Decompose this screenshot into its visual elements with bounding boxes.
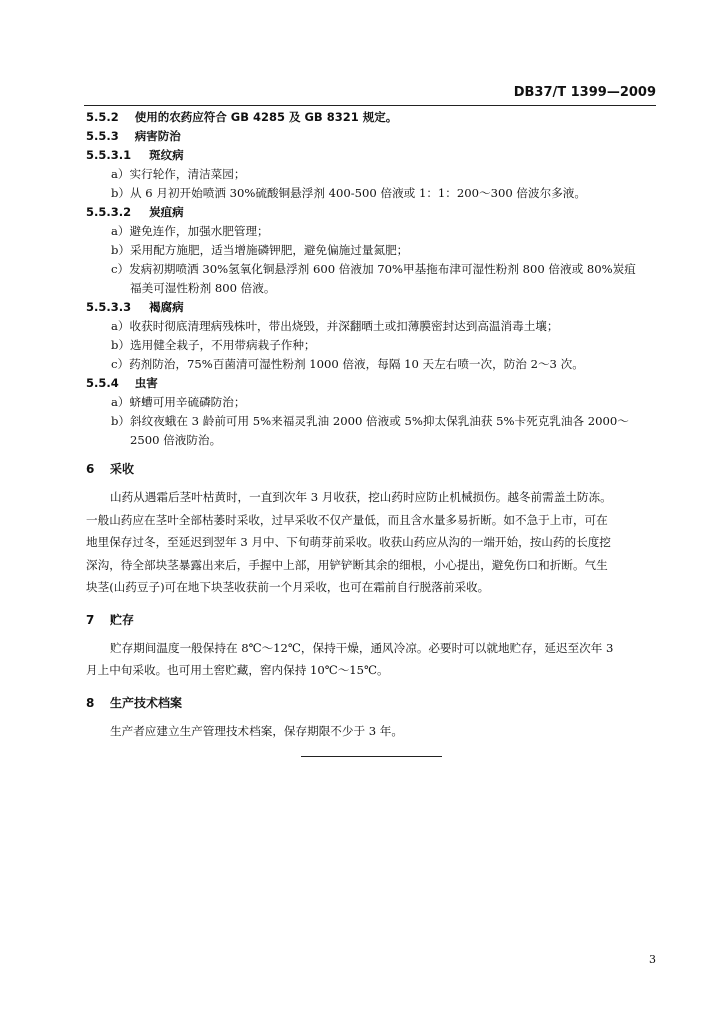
paragraph-line: 贮存期间温度一般保持在 8℃～12℃，保持干燥，通风冷凉。必要时可以就地贮存，延迟至次年 3 — [110, 640, 614, 655]
paragraph-line: 深沟，待全部块茎暴露出来后，手握中上部，用铲铲断其余的细根，小心提出，避免伤口和折断。气生 — [86, 557, 608, 572]
section-title: 生产技术档案 — [110, 695, 183, 710]
list-item: b）从 6 月初开始喷洒 30%硫酸铜悬浮剂 400-500 倍液或 1：1：200～300 倍波尔多液。 — [111, 186, 586, 200]
header-rule — [84, 105, 656, 106]
paragraph-line: 山药从遇霜后茎叶枯黄时，一直到次年 3 月收获，挖山药时应防止机械损伤。越冬前需盖土防冻。 — [110, 490, 612, 504]
clause-5-5-3-1 — [86, 146, 658, 165]
clause-number: 5.5.3.1 — [86, 148, 132, 162]
list-item: a）收获时彻底清理病残株叶，带出烧毁，并深翻晒土或扣薄膜密封达到高温消毒土壤； — [111, 319, 559, 333]
document-body — [86, 108, 658, 742]
clause-title: 褐腐病 — [149, 300, 184, 314]
section-7-heading — [86, 609, 658, 631]
clause-title: 斑纹病 — [149, 148, 184, 162]
section-8-heading — [86, 692, 658, 714]
clause-number: 5.5.2 — [86, 110, 119, 124]
clause-number: 5.5.4 — [86, 376, 119, 390]
list-item: a）蛴螬可用辛硫磷防治； — [111, 395, 246, 409]
paragraph-line: 生产者应建立生产管理技术档案，保存期限不少于 3 年。 — [110, 723, 403, 738]
clause-title: 病害防治 — [134, 129, 181, 143]
list-item-continuation: 福美可湿性粉剂 800 倍液。 — [130, 281, 276, 295]
clause-5-5-3-3 — [86, 298, 658, 317]
clause-title: 炭疽病 — [149, 205, 184, 219]
list-item: c）发病初期喷洒 30%氢氧化铜悬浮剂 600 倍液加 70%甲基拖布津可湿性粉剂 800 倍液或 80%炭疽 — [111, 262, 636, 276]
clause-number: 5.5.3 — [86, 129, 119, 143]
section-title: 采收 — [110, 462, 135, 476]
section-number: 6 — [86, 462, 95, 476]
section-title: 贮存 — [110, 612, 135, 627]
page-number: 3 — [649, 953, 656, 966]
section-number: 8 — [86, 695, 95, 710]
list-item: b）斜纹夜蛾在 3 龄前可用 5%来福灵乳油 2000 倍液或 5%抑太保乳油获 5%卡死克乳油各 2000～ — [111, 414, 629, 428]
list-item: a）实行轮作，清洁菜园； — [111, 167, 246, 181]
clause-5-5-2 — [86, 108, 658, 127]
section-8-paragraph — [86, 720, 658, 743]
list-item: c）药剂防治，75%百菌清可湿性粉剂 1000 倍液，每隔 10 天左右喷一次，防治 2～3 次。 — [111, 357, 584, 371]
paragraph-line: 块茎(山药豆子)可在地下块茎收获前一个月采收，也可在霜前自行脱落前采收。 — [86, 580, 490, 594]
section-6-paragraph — [86, 486, 658, 599]
clause-number: 5.5.3.2 — [86, 205, 132, 219]
clause-5-5-4 — [86, 374, 658, 393]
paragraph-line: 月上中旬采收。也可用土窖贮藏，窖内保持 10℃～15℃。 — [86, 663, 389, 677]
clause-text: 使用的农药应符合 GB 4285 及 GB 8321 规定。 — [134, 110, 398, 124]
end-rule — [301, 756, 442, 757]
section-6-heading — [86, 458, 658, 480]
list-item-continuation: 2500 倍液防治。 — [130, 433, 222, 447]
standard-code: DB37/T 1399—2009 — [513, 85, 656, 100]
paragraph-line: 地里保存过冬，至延迟到翌年 3 月中、下旬萌芽前采收。收获山药应从沟的一端开始，按山药的长度挖 — [86, 535, 611, 549]
list-item: b）采用配方施肥，适当增施磷钾肥，避免偏施过量氮肥； — [111, 243, 409, 257]
section-7-paragraph — [86, 637, 658, 682]
list-item: b）选用健全栽子，不用带病栽子作种； — [111, 338, 316, 352]
list-item: a）避免连作，加强水肥管理； — [111, 224, 269, 238]
paragraph-line: 一般山药应在茎叶全部枯萎时采收，过早采收不仅产量低，而且含水量多易折断。如不急于上市，可在 — [86, 512, 608, 527]
section-number: 7 — [86, 612, 95, 627]
clause-title: 虫害 — [134, 376, 158, 390]
clause-5-5-3 — [86, 127, 658, 146]
clause-5-5-3-2 — [86, 203, 658, 222]
clause-number: 5.5.3.3 — [86, 300, 132, 314]
